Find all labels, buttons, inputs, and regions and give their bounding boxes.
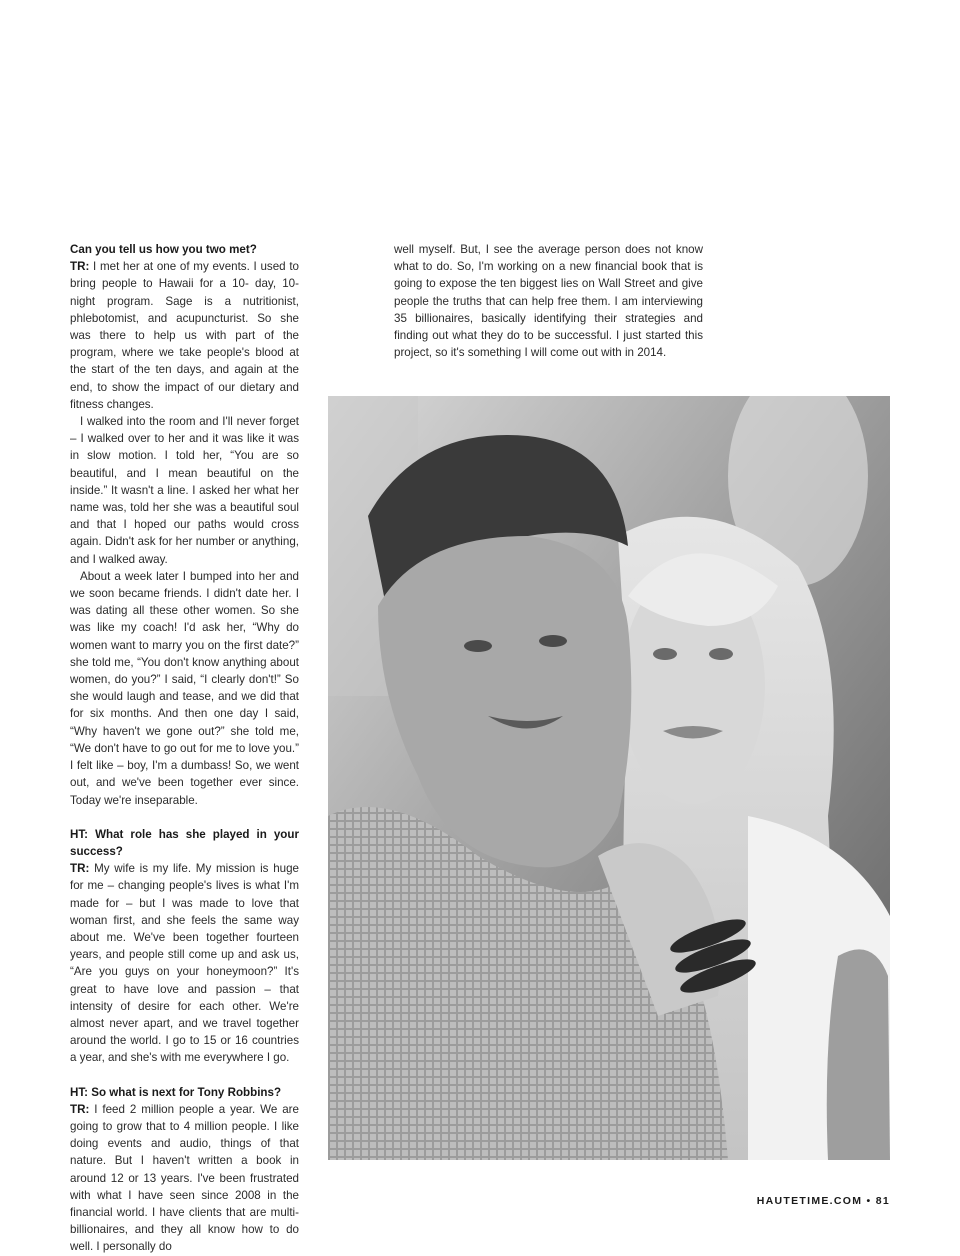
speaker-label: TR: bbox=[70, 260, 90, 274]
paragraph-continued: well myself. But, I see the average person does not know what to do. So, I'm working on a new financial book that is going to expose the ten biggest lies on Wall Street and give people the truths that can help free them. I am interviewing 35 billionaires, basically identifying their strategies and finding out what they do to be successful. I just started this project, so it's something I will come out with in 2014. bbox=[394, 243, 703, 360]
answer-role bbox=[70, 860, 299, 1066]
page-footer bbox=[757, 1195, 890, 1207]
paragraph-walked-in: I walked into the room and I'll never forget – I walked over to her and it was like it was in slow motion. I told her, “You are so beautiful, and I mean beautiful on the inside.” It wasn't a line. I asked her what her name was, told her she was a beautiful soul and that I hoped our paths would cross again. Didn't ask for her number or anything, and I walked away. bbox=[70, 415, 299, 566]
speaker-label: TR: bbox=[70, 1102, 90, 1116]
speaker-label: TR: bbox=[70, 862, 90, 876]
footer-separator: • bbox=[866, 1195, 872, 1207]
question-whats-next: HT: So what is next for Tony Robbins? bbox=[70, 1085, 282, 1099]
couple-photo bbox=[328, 396, 890, 1160]
answer-text: I met her at one of my events. I used to bring people to Hawaii for a 10- day, 10-night program. Sage is a nutritionist, phlebotomist, and acupuncturist. So she was there to help us with part of the program, where we take people's blood at the start of the ten days, and again at the end, to show the impact of our dietary and fitness changes. bbox=[70, 260, 299, 411]
site-name: HAUTETIME.COM bbox=[756, 1195, 863, 1207]
page-number: 81 bbox=[875, 1195, 890, 1207]
answer-text: I feed 2 million people a year. We are going to grow that to 4 million people. I like doing events and audio, things of that nature. But I haven't written a book in around 12 or 13 years. I've been frustrated with what I have seen since 2008 in the financial world. I have clients that are multi-billionaires, and they all know how to do well. I personally do bbox=[70, 1102, 299, 1254]
right-column bbox=[394, 241, 703, 361]
paragraph-week-later: About a week later I bumped into her and we soon became friends. I didn't date her. I was dating all these other women. So she was like my coach! I'd ask her, “Why do women want to marry you on the first date?” she told me, “You don't know anything about women, do you?” I said, “I clearly don't!” So she would laugh and tease, and we did that for six months. And then one day I said, “Why haven't we gone out?” she told me, “We don't have to go out for me to love you.” I felt like – boy, I'm a dumbass! So, we went out, and we've been together ever since. Today we're inseparable. bbox=[70, 569, 299, 807]
question-how-met: Can you tell us how you two met? bbox=[70, 243, 257, 256]
left-column bbox=[70, 241, 299, 1256]
answer-text: My wife is my life. My mission is huge for me – changing people's lives is what I'm made for – but I was made to love that woman first, and she feels the same way about me. We've been together fourteen years, and people still come up and ask us, “Are you guys on your honeymoon?” It's great to have love and passion – that intensity of desire for each other. We're almost never apart, and we travel together around the world. I go to 15 or 16 countries a year, and she's with me everywhere I go. bbox=[70, 862, 299, 1065]
answer-whats-next bbox=[70, 1101, 299, 1256]
answer-how-met bbox=[70, 258, 299, 413]
question-role: HT: What role has she played in your success? bbox=[70, 827, 299, 858]
